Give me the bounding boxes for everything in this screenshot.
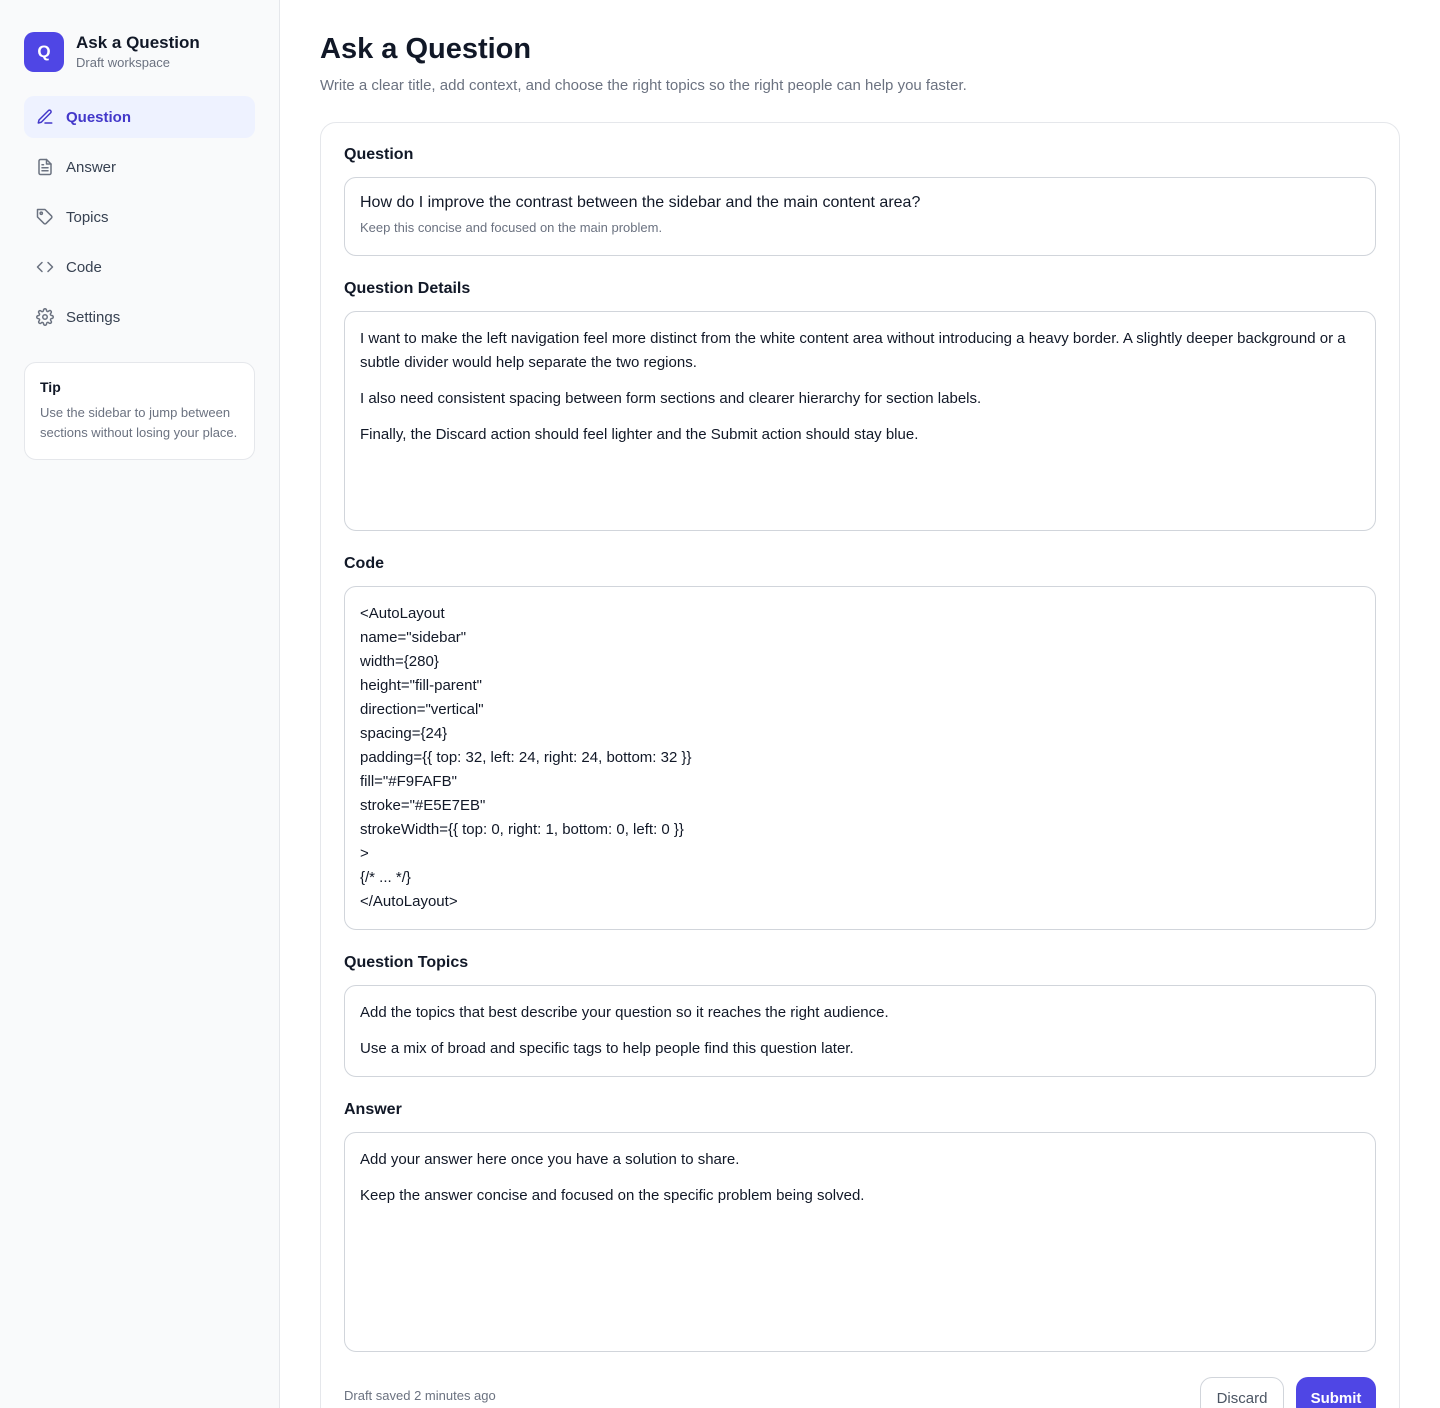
page-title: Ask a Question	[320, 33, 532, 65]
sidebar-item-topics[interactable]	[24, 196, 255, 238]
draft-status: Draft saved 2 minutes ago	[344, 1388, 496, 1403]
code-line: >	[360, 845, 369, 862]
question-hint: Keep this concise and focused on the main problem.	[360, 220, 663, 235]
sidebar-item-label: Settings	[66, 308, 121, 326]
sidebar	[0, 0, 280, 1408]
question-form-card	[320, 122, 1400, 1408]
code-label: Code	[344, 555, 384, 572]
app-title: Ask a Question	[76, 32, 200, 52]
topics-paragraph: Use a mix of broad and specific tags to help people find this question later.	[360, 1040, 854, 1057]
code-line: width={280}	[360, 653, 439, 670]
code-line: <AutoLayout	[360, 605, 445, 622]
details-paragraph: I also need consistent spacing between form sections and clearer hierarchy for section labels.	[360, 390, 982, 407]
code-line: </AutoLayout>	[360, 893, 458, 910]
sidebar-nav	[24, 96, 255, 338]
code-line: height="fill-parent"	[360, 677, 482, 694]
brand	[24, 32, 255, 72]
code-editor[interactable]	[344, 586, 1376, 930]
tip-body: Use the sidebar to jump between sections without losing your place.	[40, 405, 238, 440]
sidebar-item-code[interactable]	[24, 246, 255, 288]
details-paragraph: I want to make the left navigation feel more distinct from the white content area without introducing a heavy border. A slightly deeper background or a subtle divider would help separate the two regions.	[360, 330, 1346, 371]
sidebar-item-answer[interactable]	[24, 146, 255, 188]
answer-textarea[interactable]	[344, 1132, 1376, 1352]
code-line: padding={{ top: 32, left: 24, right: 24, bottom: 32 }}	[360, 749, 692, 766]
app-logo: Q	[24, 32, 64, 72]
pencil-icon	[36, 108, 54, 126]
topics-label: Question Topics	[344, 954, 469, 971]
question-label: Question	[344, 146, 414, 163]
sidebar-item-label: Code	[66, 258, 102, 276]
answer-paragraph: Add your answer here once you have a solution to share.	[360, 1151, 740, 1168]
code-line: {/* ... */}	[360, 869, 411, 886]
tip-title: Tip	[40, 379, 61, 395]
sidebar-item-label: Topics	[66, 208, 109, 226]
code-line: direction="vertical"	[360, 701, 484, 718]
tip-card	[24, 362, 255, 460]
gear-icon	[36, 308, 54, 326]
sidebar-item-question[interactable]	[24, 96, 255, 138]
details-textarea[interactable]	[344, 311, 1376, 531]
answer-label: Answer	[344, 1101, 402, 1118]
code-line: strokeWidth={{ top: 0, right: 1, bottom: 0, left: 0 }}	[360, 821, 684, 838]
page-subtitle: Write a clear title, add context, and choose the right topics so the right people can help you faster.	[320, 77, 967, 94]
question-value: How do I improve the contrast between the sidebar and the main content area?	[360, 194, 921, 211]
code-line: fill="#F9FAFB"	[360, 773, 457, 790]
code-line: stroke="#E5E7EB"	[360, 797, 486, 814]
discard-button[interactable]: Discard	[1200, 1377, 1284, 1408]
code-line: name="sidebar"	[360, 629, 467, 646]
document-icon	[36, 158, 54, 176]
details-paragraph: Finally, the Discard action should feel lighter and the Submit action should stay blue.	[360, 426, 919, 443]
details-label: Question Details	[344, 280, 471, 297]
question-input[interactable]	[344, 177, 1376, 256]
code-line: spacing={24}	[360, 725, 448, 742]
topics-input[interactable]	[344, 985, 1376, 1077]
main-content	[320, 0, 1400, 1407]
tag-icon	[36, 208, 54, 226]
answer-paragraph: Keep the answer concise and focused on the specific problem being solved.	[360, 1187, 865, 1204]
app-subtitle: Draft workspace	[76, 54, 170, 70]
topics-paragraph: Add the topics that best describe your question so it reaches the right audience.	[360, 1004, 889, 1021]
code-icon	[36, 258, 54, 276]
sidebar-item-label: Question	[66, 108, 132, 126]
submit-button[interactable]: Submit	[1296, 1377, 1376, 1408]
sidebar-item-settings[interactable]	[24, 296, 255, 338]
sidebar-item-label: Answer	[66, 158, 117, 176]
